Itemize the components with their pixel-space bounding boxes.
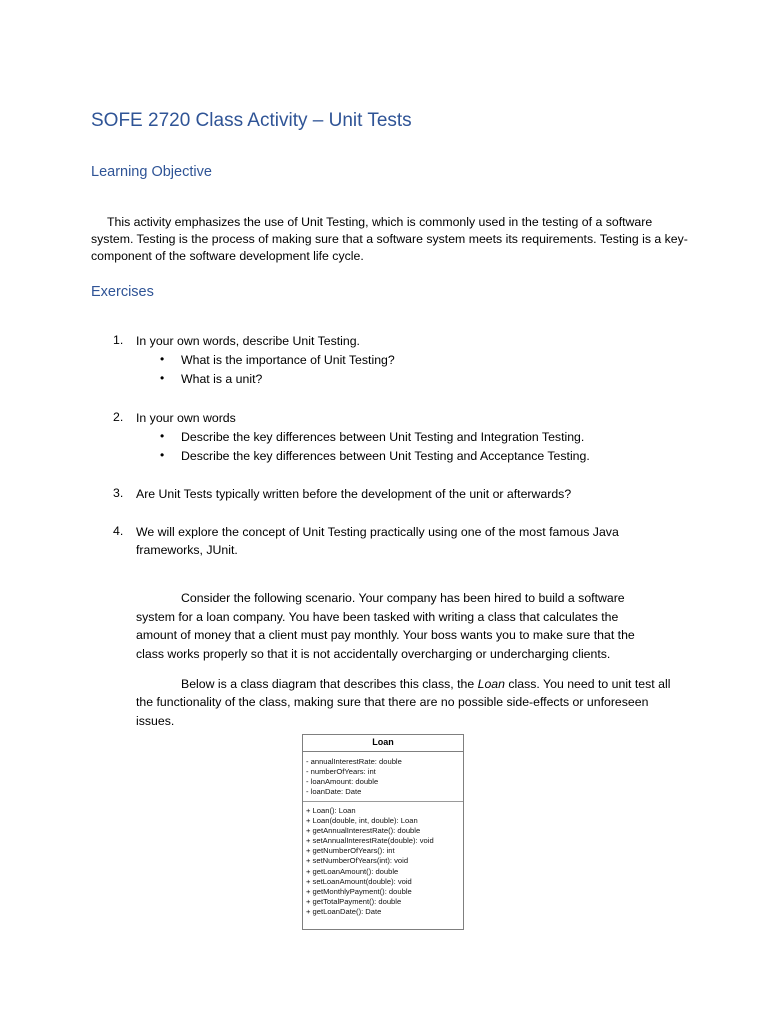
- exercise-text: In your own words: [136, 411, 236, 425]
- uml-attributes: [303, 752, 463, 802]
- diagram-para-line: the functionality of the class, making sure that there are no possible side-effects or unforeseen: [136, 695, 649, 709]
- exercise-number: 2.: [113, 410, 124, 424]
- uml-method: + getLoanAmount(): double: [306, 866, 399, 876]
- exercise-bullet: Describe the key differences between Unit Testing and Integration Testing.: [181, 430, 585, 444]
- diagram-para-text: class. You need to unit test all: [504, 677, 671, 691]
- exercise-number: 4.: [113, 524, 124, 538]
- uml-attribute: - annualInterestRate: double: [306, 757, 402, 766]
- bullet-icon: •: [160, 352, 165, 366]
- intro-line-2: system. Testing is the process of making sure that a software system meets its requirements. Testing is a key-: [91, 232, 688, 246]
- exercise-number: 3.: [113, 486, 124, 500]
- uml-method: + Loan(): Loan: [306, 806, 356, 815]
- uml-class-name: Loan: [303, 735, 463, 752]
- document-title: SOFE 2720 Class Activity – Unit Tests: [91, 110, 412, 131]
- uml-method: + setNumberOfYears(int): void: [306, 856, 409, 866]
- loan-class-diagram: [302, 734, 464, 930]
- exercise-bullet: Describe the key differences between Unit Testing and Acceptance Testing.: [181, 449, 590, 463]
- uml-method: + Loan(double, int, double): Loan: [306, 816, 418, 826]
- uml-method: + getMonthlyPayment(): double: [306, 886, 412, 896]
- scenario-line: Consider the following scenario. Your company has been hired to build a software: [181, 591, 625, 605]
- bullet-icon: •: [160, 371, 165, 385]
- scenario-line: amount of money that a client must pay monthly. Your boss wants you to make sure that the: [136, 628, 635, 642]
- exercise-text: In your own words, describe Unit Testing.: [136, 334, 360, 348]
- exercise-bullet: What is the importance of Unit Testing?: [181, 353, 395, 367]
- intro-line-3: component of the software development life cycle.: [91, 249, 364, 263]
- diagram-para-text: Below is a class diagram that describes this class, the: [181, 677, 478, 691]
- exercise-bullet: What is a unit?: [181, 372, 263, 386]
- exercise-text-line: frameworks, JUnit.: [136, 543, 238, 557]
- uml-method: + setAnnualInterestRate(double): void: [306, 836, 434, 846]
- diagram-para-line: issues.: [136, 714, 175, 728]
- exercises-heading: Exercises: [91, 284, 154, 300]
- exercise-text: Are Unit Tests typically written before the development of the unit or afterwards?: [136, 487, 572, 501]
- scenario-line: system for a loan company. You have been tasked with writing a class that calculates the: [136, 610, 619, 624]
- exercise-text-line: We will explore the concept of Unit Testing practically using one of the most famous Java: [136, 525, 619, 539]
- uml-method: + getAnnualInterestRate(): double: [306, 826, 421, 836]
- uml-attribute: - loanAmount: double: [306, 777, 379, 787]
- exercise-number: 1.: [113, 333, 124, 347]
- uml-method: + getTotalPayment(): double: [306, 896, 402, 906]
- bullet-icon: •: [160, 448, 165, 462]
- scenario-line: class works properly so that it is not accidentally overcharging or undercharging clients.: [136, 647, 611, 661]
- learning-objective-heading: Learning Objective: [91, 164, 212, 180]
- uml-attribute: - loanDate: Date: [306, 787, 362, 797]
- uml-method: + getLoanDate(): Date: [306, 906, 382, 916]
- uml-method: + getNumberOfYears(): int: [306, 846, 395, 856]
- loan-class-name: Loan: [477, 677, 505, 691]
- uml-method: + setLoanAmount(double): void: [306, 876, 412, 886]
- bullet-icon: •: [160, 429, 165, 443]
- diagram-para-line: [181, 676, 670, 693]
- uml-attribute: - numberOfYears: int: [306, 767, 376, 777]
- intro-line-1: This activity emphasizes the use of Unit Testing, which is commonly used in the testing of a software: [107, 215, 653, 229]
- uml-methods: [303, 802, 463, 921]
